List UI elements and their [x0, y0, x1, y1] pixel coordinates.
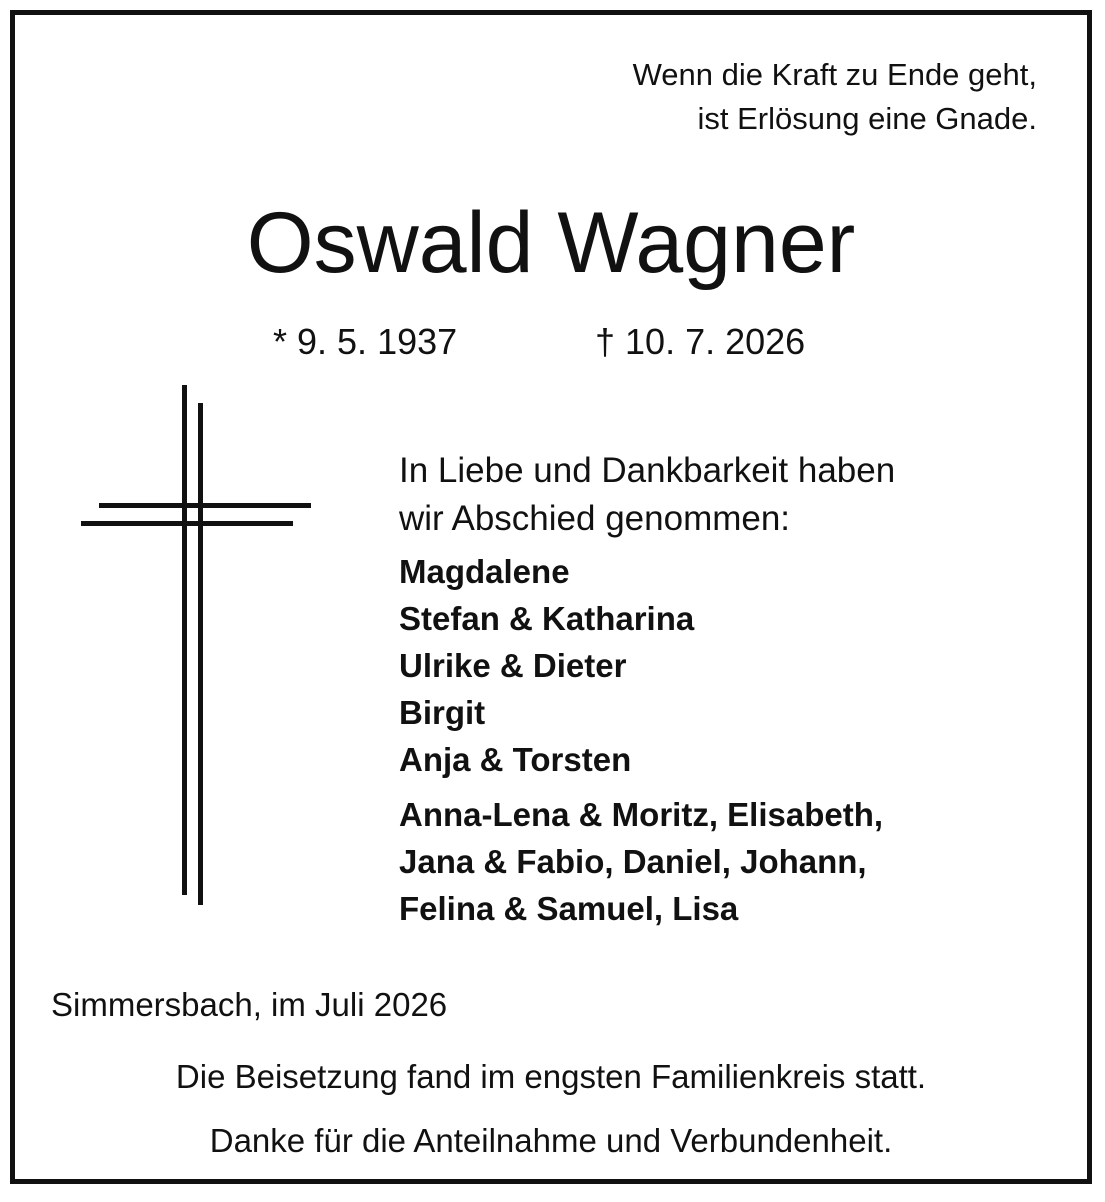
family-member: Birgit: [399, 694, 486, 731]
family-member: Ulrike & Dieter: [399, 647, 627, 684]
death-date: † 10. 7. 2026: [595, 321, 806, 362]
deceased-name: Oswald Wagner: [246, 195, 856, 291]
grandchildren-line: Jana & Fabio, Daniel, Johann,: [399, 843, 867, 880]
family-member: Stefan & Katharina: [399, 600, 695, 637]
intro-line-2: wir Abschied genommen:: [399, 499, 791, 538]
birth-date: * 9. 5. 1937: [273, 321, 458, 362]
grandchildren-line: Felina & Samuel, Lisa: [399, 890, 739, 927]
grandchildren-list: [399, 791, 883, 932]
intro-line-1: In Liebe und Dankbarkeit haben: [399, 451, 896, 490]
obituary-frame: [10, 10, 1092, 1184]
closing-line-1: Die Beisetzung fand im engsten Familienkreis statt.: [175, 1058, 927, 1095]
motto: [633, 53, 1037, 141]
grandchildren-line: Anna-Lena & Moritz, Elisabeth,: [399, 796, 884, 833]
closing-line-2: Danke für die Anteilnahme und Verbundenheit.: [209, 1122, 893, 1159]
mourners-intro: [399, 447, 895, 543]
cross-icon: [81, 385, 311, 905]
place-and-date: Simmersbach, im Juli 2026: [51, 986, 448, 1023]
family-list: [399, 548, 694, 783]
motto-line-2: ist Erlösung eine Gnade.: [697, 101, 1037, 136]
family-member: Anja & Torsten: [399, 741, 632, 778]
motto-line-1: Wenn die Kraft zu Ende geht,: [632, 57, 1037, 92]
family-member: Magdalene: [399, 553, 570, 590]
